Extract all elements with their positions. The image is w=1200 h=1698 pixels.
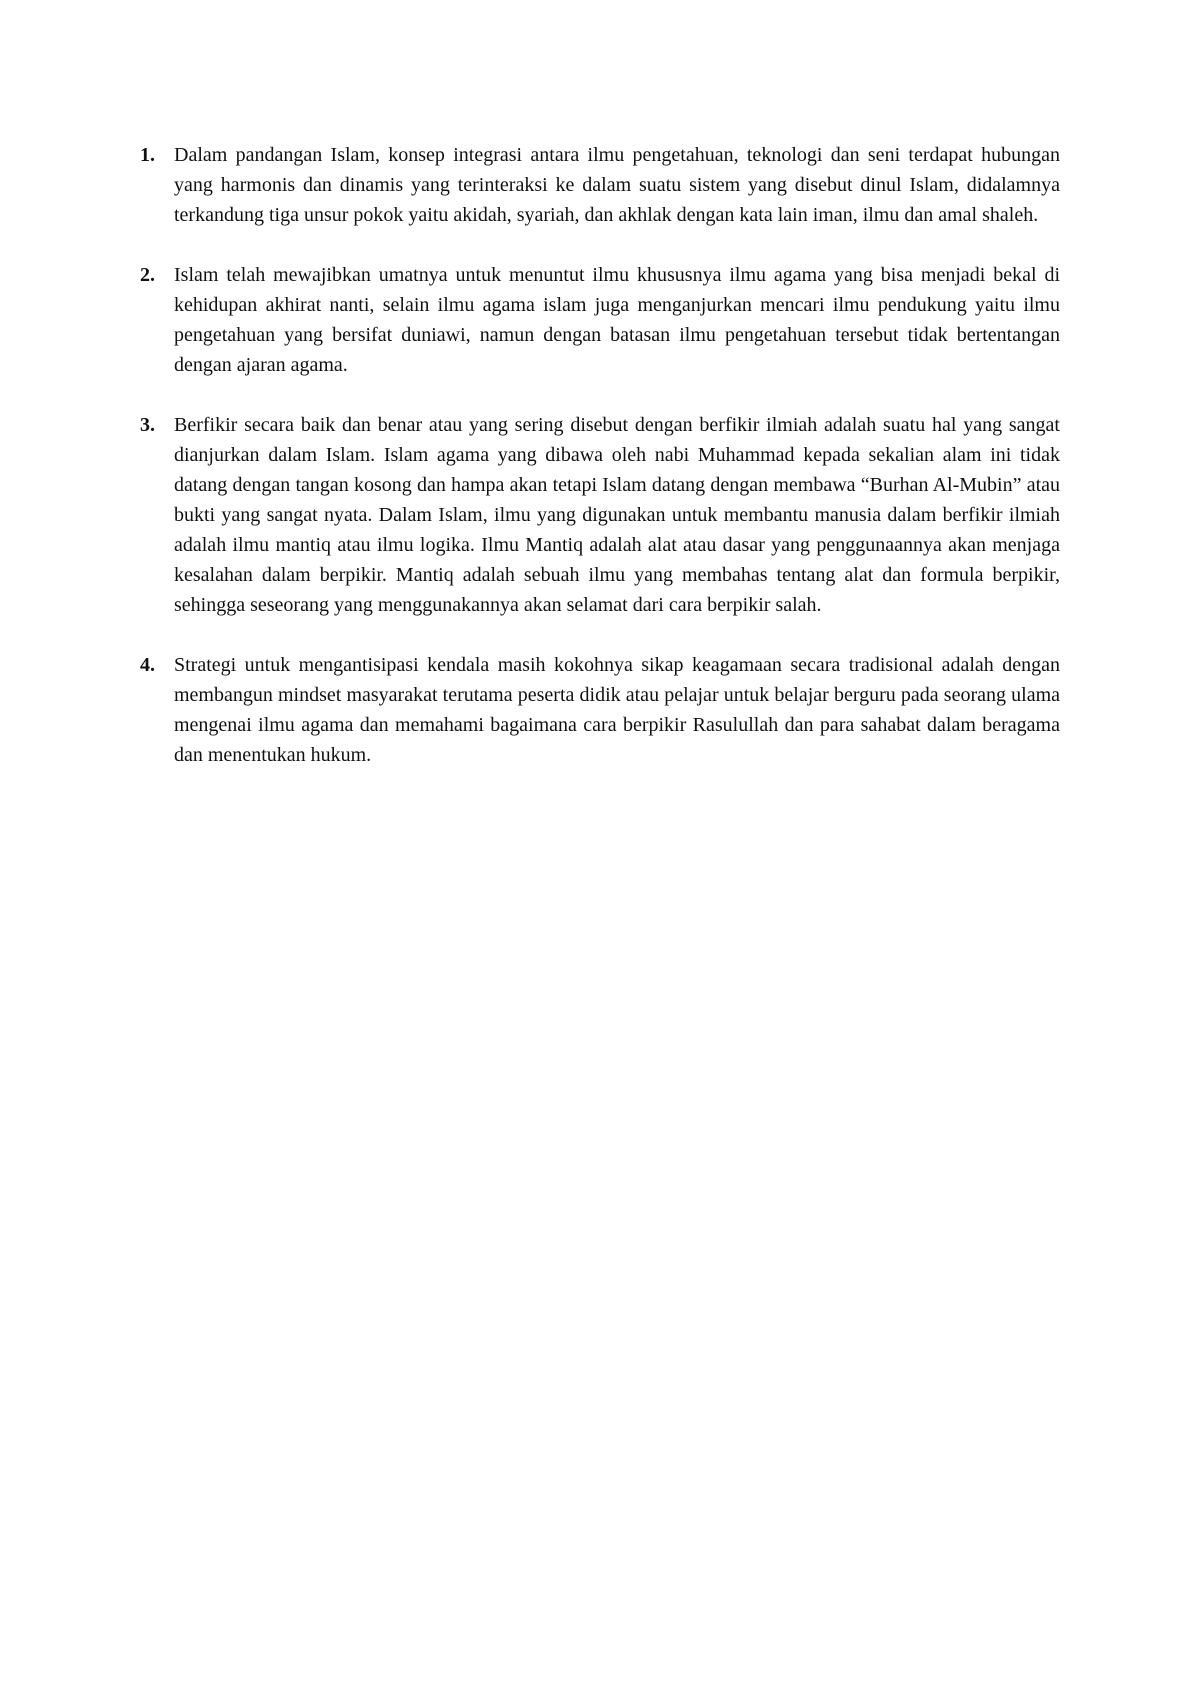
numbered-list [140, 140, 1060, 770]
list-item-3 [140, 410, 1060, 620]
list-item-number: 2. [140, 264, 155, 286]
list-item-number: 4. [140, 654, 155, 676]
list-item-text: Dalam pandangan Islam, konsep integrasi antara ilmu pengetahuan, teknologi dan seni terdapat hubungan yang harmonis dan dinamis yang terinteraksi ke dalam suatu sistem yang disebut dinul Islam, didalamnya terkandung tiga unsur pokok yaitu akidah, syariah, dan akhlak dengan kata lain iman, ilmu dan amal shaleh. [174, 144, 1060, 226]
list-item-text: Strategi untuk mengantisipasi kendala masih kokohnya sikap keagamaan secara tradisional adalah dengan membangun mindset masyarakat terutama peserta didik atau pelajar untuk belajar berguru pada seorang ulama mengenai ilmu agama dan memahami bagaimana cara berpikir Rasulullah dan para sahabat dalam beragama dan menentukan hukum. [174, 654, 1060, 766]
list-item-1 [140, 140, 1060, 230]
list-item-text: Islam telah mewajibkan umatnya untuk menuntut ilmu khususnya ilmu agama yang bisa menjadi bekal di kehidupan akhirat nanti, selain ilmu agama islam juga menganjurkan mencari ilmu pendukung yaitu ilmu pengetahuan yang bersifat duniawi, namun dengan batasan ilmu pengetahuan tersebut tidak bertentangan dengan ajaran agama. [174, 264, 1060, 376]
list-item-number: 3. [140, 414, 155, 436]
document-body [140, 140, 1060, 800]
list-item-number: 1. [140, 144, 155, 166]
list-item-text: Berfikir secara baik dan benar atau yang sering disebut dengan berfikir ilmiah adalah suatu hal yang sangat dianjurkan dalam Islam. Islam agama yang dibawa oleh nabi Muhammad kepada sekalian alam ini tidak datang dengan tangan kosong dan hampa akan tetapi Islam datang dengan membawa “Burhan Al-Mubin” atau bukti yang sangat nyata. Dalam Islam, ilmu yang digunakan untuk membantu manusia dalam berfikir ilmiah adalah ilmu mantiq atau ilmu logika. Ilmu Mantiq adalah alat atau dasar yang penggunaannya akan menjaga kesalahan dalam berpikir. Mantiq adalah sebuah ilmu yang membahas tentang alat dan formula berpikir, sehingga seseorang yang menggunakannya akan selamat dari cara berpikir salah. [174, 414, 1060, 616]
list-item-4 [140, 650, 1060, 770]
list-item-2 [140, 260, 1060, 380]
